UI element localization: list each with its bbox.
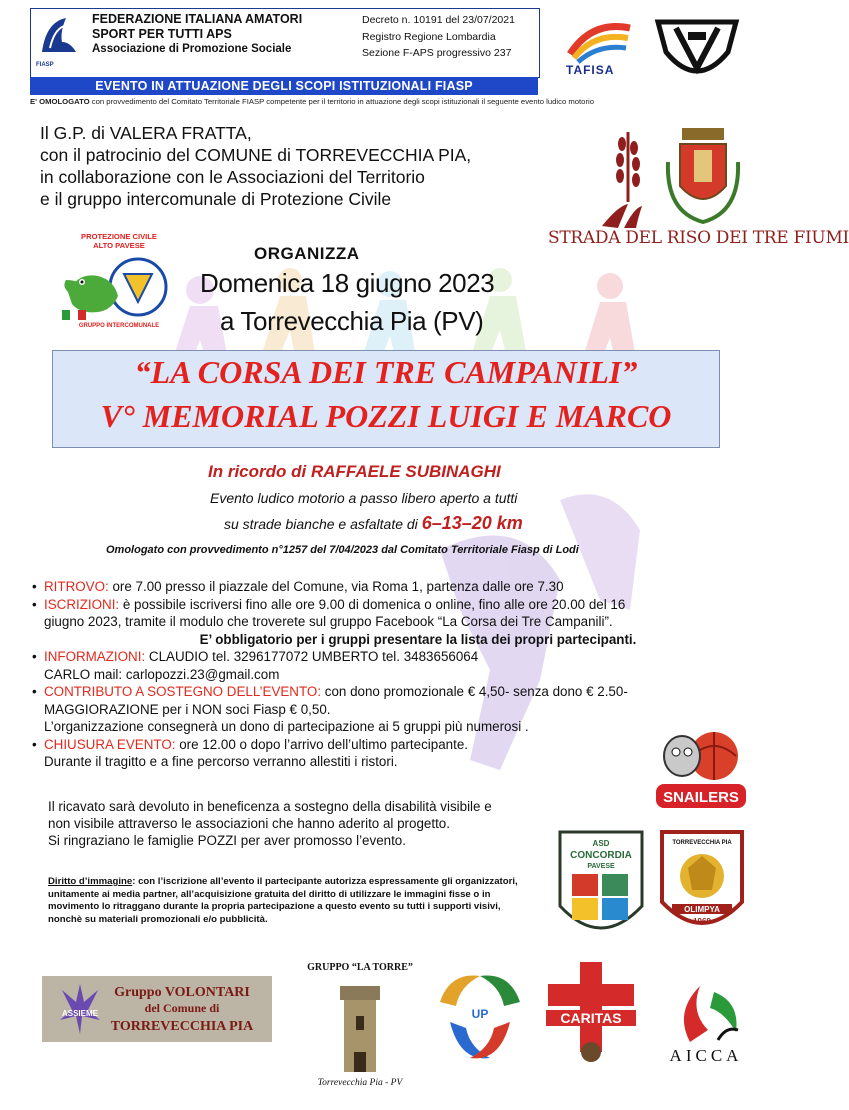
- umberto-name: UMBERTO: [308, 649, 383, 664]
- event-info-list: [32, 578, 732, 771]
- contributo-text-3: L’organizzazione consegnerà un dono di partecipazione ai 5 gruppi più numerosi .: [44, 719, 529, 734]
- event-date: Domenica 18 giugno 2023: [200, 268, 495, 298]
- chiusura-label: CHIUSURA EVENTO:: [44, 736, 176, 752]
- aicca-text: AICCA: [669, 1046, 743, 1065]
- intro-line-4: e il gruppo intercomunale di Protezione Civile: [40, 189, 392, 209]
- fiasp-banner: EVENTO IN ATTUAZIONE DEGLI SCOPI ISTITUZIONALI FIASP: [30, 77, 538, 95]
- torre-top: GRUPPO “LA TORRE”: [307, 962, 413, 973]
- torre-caption: Torrevecchia Pia - PV: [317, 1078, 403, 1088]
- registration-info: [362, 12, 515, 62]
- event-place: a Torrevecchia Pia (PV): [220, 306, 484, 336]
- gruppo-volontari-logo: [42, 976, 272, 1042]
- charity-line-2: non visibile attraverso le associazioni che hanno aderito al progetto.: [48, 816, 450, 831]
- intro-line-3: in collaborazione con le Associazioni del Territorio: [40, 167, 425, 187]
- omologation-lead: E' OMOLOGATO: [30, 97, 90, 106]
- omologation-detail: Omologato con provvedimento n°1257 del 7/04/2023 dal Comitato Territoriale Fiasp di Lodi: [106, 544, 579, 556]
- fiasp-logo-icon: [36, 12, 82, 62]
- torrevecchia-olimpya-logo: [656, 826, 748, 944]
- bullet: •: [32, 579, 37, 594]
- decreto-text: Decreto n. 10191 del 23/07/2021: [362, 14, 515, 26]
- strada-del-riso-label: STRADA DEL RISO DEI TRE FIUMI: [548, 228, 849, 248]
- informazioni-label: INFORMAZIONI:: [44, 649, 146, 664]
- image-rights-notice: [48, 876, 526, 926]
- omologation-notice: [30, 97, 750, 106]
- in-memory-line: In ricordo di RAFFAELE SUBINAGHI: [208, 462, 501, 481]
- event-memorial-title: V° MEMORIAL POZZI LUIGI E MARCO: [100, 398, 672, 434]
- volontari-line-2: del Comune di: [144, 1001, 220, 1015]
- caritas-text: CARITAS: [560, 1010, 622, 1026]
- iscrizioni-text: è possibile iscriversi fino alle ore 9.00 di domenica o online, fino alle ore 20.00 del 16: [119, 596, 626, 612]
- list-item-informazioni: [32, 648, 732, 683]
- registro-text: Registro Regione Lombardia: [362, 30, 496, 43]
- rice-plant-icon: [598, 122, 658, 232]
- snailers-logo: [652, 726, 750, 812]
- chiusura-text: ore 12.00 o dopo l’arrivo dell’ultimo partecipante.: [175, 736, 469, 752]
- claudio-name: CLAUDIO: [145, 649, 213, 664]
- caritas-logo: [540, 958, 642, 1068]
- concordia-name: CONCORDIA: [570, 850, 632, 861]
- olimpya-top: TORREVECCHIA PIA: [672, 840, 732, 846]
- volontari-line-3: TORREVECCHIA PIA: [110, 1019, 254, 1034]
- concordia-asd: ASD: [592, 839, 610, 848]
- tafisa-label: TAFISA: [566, 63, 615, 77]
- olimpya-name: OLIMPYA: [684, 905, 720, 914]
- carlo-email[interactable]: CARLO mail: carlopozzi.23@gmail.com: [44, 666, 280, 682]
- iscrizioni-label: ISCRIZIONI:: [44, 596, 120, 612]
- fiasp-small-label: FIASP: [36, 62, 54, 68]
- protezione-civile-header: [54, 232, 184, 250]
- up-san-giovanni-logo: [430, 962, 530, 1072]
- bullet: •: [32, 684, 37, 699]
- torrevecchia-crest-icon: [660, 122, 746, 234]
- contributo-text-2: MAGGIORAZIONE per i NON soci Fiasp € 0,50.: [44, 701, 331, 717]
- image-rights-label: Diritto d’immagine: [48, 876, 133, 887]
- iscrizioni-text-2: giugno 2023, tramite il modulo che troverete sul gruppo Facebook “La Corsa dei Tre Campanili”.: [44, 614, 613, 629]
- charity-line-1: Il ricavato sarà devoluto in beneficenza a sostegno della disabilità visibile e: [48, 799, 492, 814]
- event-description-1: Evento ludico motorio a passo libero aperto a tutti: [210, 490, 518, 506]
- gruppo-la-torre-logo: [300, 956, 420, 1094]
- contributo-text: con dono promozionale € 4,50- senza dono € 2.50-: [321, 684, 628, 699]
- tafisa-logo-icon: [562, 14, 638, 64]
- protezione-civile-footer: GRUPPO INTERCOMUNALE: [78, 323, 160, 329]
- sezione-text: Sezione F-APS progressivo 237: [362, 47, 512, 59]
- intro-line-1: Il G.P. di VALERA FRATTA,: [40, 123, 252, 143]
- list-item-chiusura: [32, 736, 732, 771]
- list-item-contributo: [32, 683, 732, 736]
- federation-line-1: FEDERAZIONE ITALIANA AMATORI: [92, 12, 303, 26]
- protezione-civile-line-1: PROTEZIONE CIVILE: [81, 232, 157, 241]
- snailers-text: SNAILERS: [663, 789, 739, 806]
- olimpya-year: 1969: [693, 917, 711, 926]
- contributo-label: CONTRIBUTO A SOSTEGNO DELL’EVENTO:: [44, 684, 322, 699]
- bullet: •: [32, 736, 37, 752]
- chiusura-text-2: Durante il tragitto e a fine percorso verranno allestiti i ristori.: [44, 754, 398, 769]
- event-description-2: [224, 513, 523, 534]
- list-item-ritrovo: [32, 578, 732, 596]
- federation-name: [92, 12, 302, 57]
- concordia-pavese: PAVESE: [587, 863, 615, 870]
- ritrovo-label: RITROVO:: [44, 579, 109, 594]
- intro-text: [40, 122, 471, 210]
- list-item-iscrizioni: [32, 596, 732, 649]
- volontari-line-1: Gruppo VOLONTARI: [114, 985, 250, 1000]
- omologation-rest: con provvedimento del Comitato Territoriale FIASP competente per il territorio in attuazione degli scopi istituzionali il seguente evento ludico motorio: [89, 97, 595, 106]
- claudio-phone[interactable]: tel. 3296177072: [212, 649, 309, 664]
- concordia-pavese-logo: [554, 826, 648, 948]
- protezione-civile-line-2: ALTO PAVESE: [93, 241, 145, 250]
- iscrizioni-text-3: E’ obbligatorio per i gruppi presentare la lista dei propri partecipanti.: [199, 631, 637, 647]
- distances-km: 6–13–20 km: [421, 513, 523, 533]
- up-text: UP: [471, 1007, 489, 1021]
- federation-line-2: SPORT PER TUTTI APS: [92, 27, 232, 41]
- bullet: •: [32, 649, 37, 664]
- image-rights-text: : con l’iscrizione all’evento il partecipante autorizza espressamente gli organizzatori, unitamente ai media partner, all’acquisizione gratuita del diritto di utilizzare le immagini fisse o in movimento lo ritraggano durante la propria partecipazione a questo evento su tutti i supporti visivi, nonchè su materiali promozionali e/o pubblicità.: [48, 876, 518, 925]
- protezione-civile-crocodile-logo: [58, 252, 178, 322]
- charity-note: [48, 798, 492, 849]
- charity-line-3: Si ringraziano le famiglie POZZI per aver promosso l’evento.: [48, 833, 406, 848]
- ivv-logo-icon: [648, 12, 746, 90]
- umberto-phone[interactable]: tel. 3483656064: [382, 649, 479, 664]
- event-title: “LA CORSA DEI TRE CAMPANILI”: [134, 354, 638, 390]
- bullet: •: [32, 596, 37, 612]
- organizza-heading: ORGANIZZA: [254, 244, 360, 263]
- assieme-text: ASSIEME: [61, 1009, 99, 1018]
- federation-line-3: Associazione di Promozione Sociale: [92, 43, 292, 55]
- ritrovo-text: ore 7.00 presso il piazzale del Comune, via Roma 1, partenza dalle ore 7.30: [108, 579, 564, 594]
- intro-line-2: con il patrocinio del COMUNE di TORREVECCHIA PIA,: [40, 145, 472, 165]
- event-description-2-text: su strade bianche e asfaltate di: [224, 516, 422, 532]
